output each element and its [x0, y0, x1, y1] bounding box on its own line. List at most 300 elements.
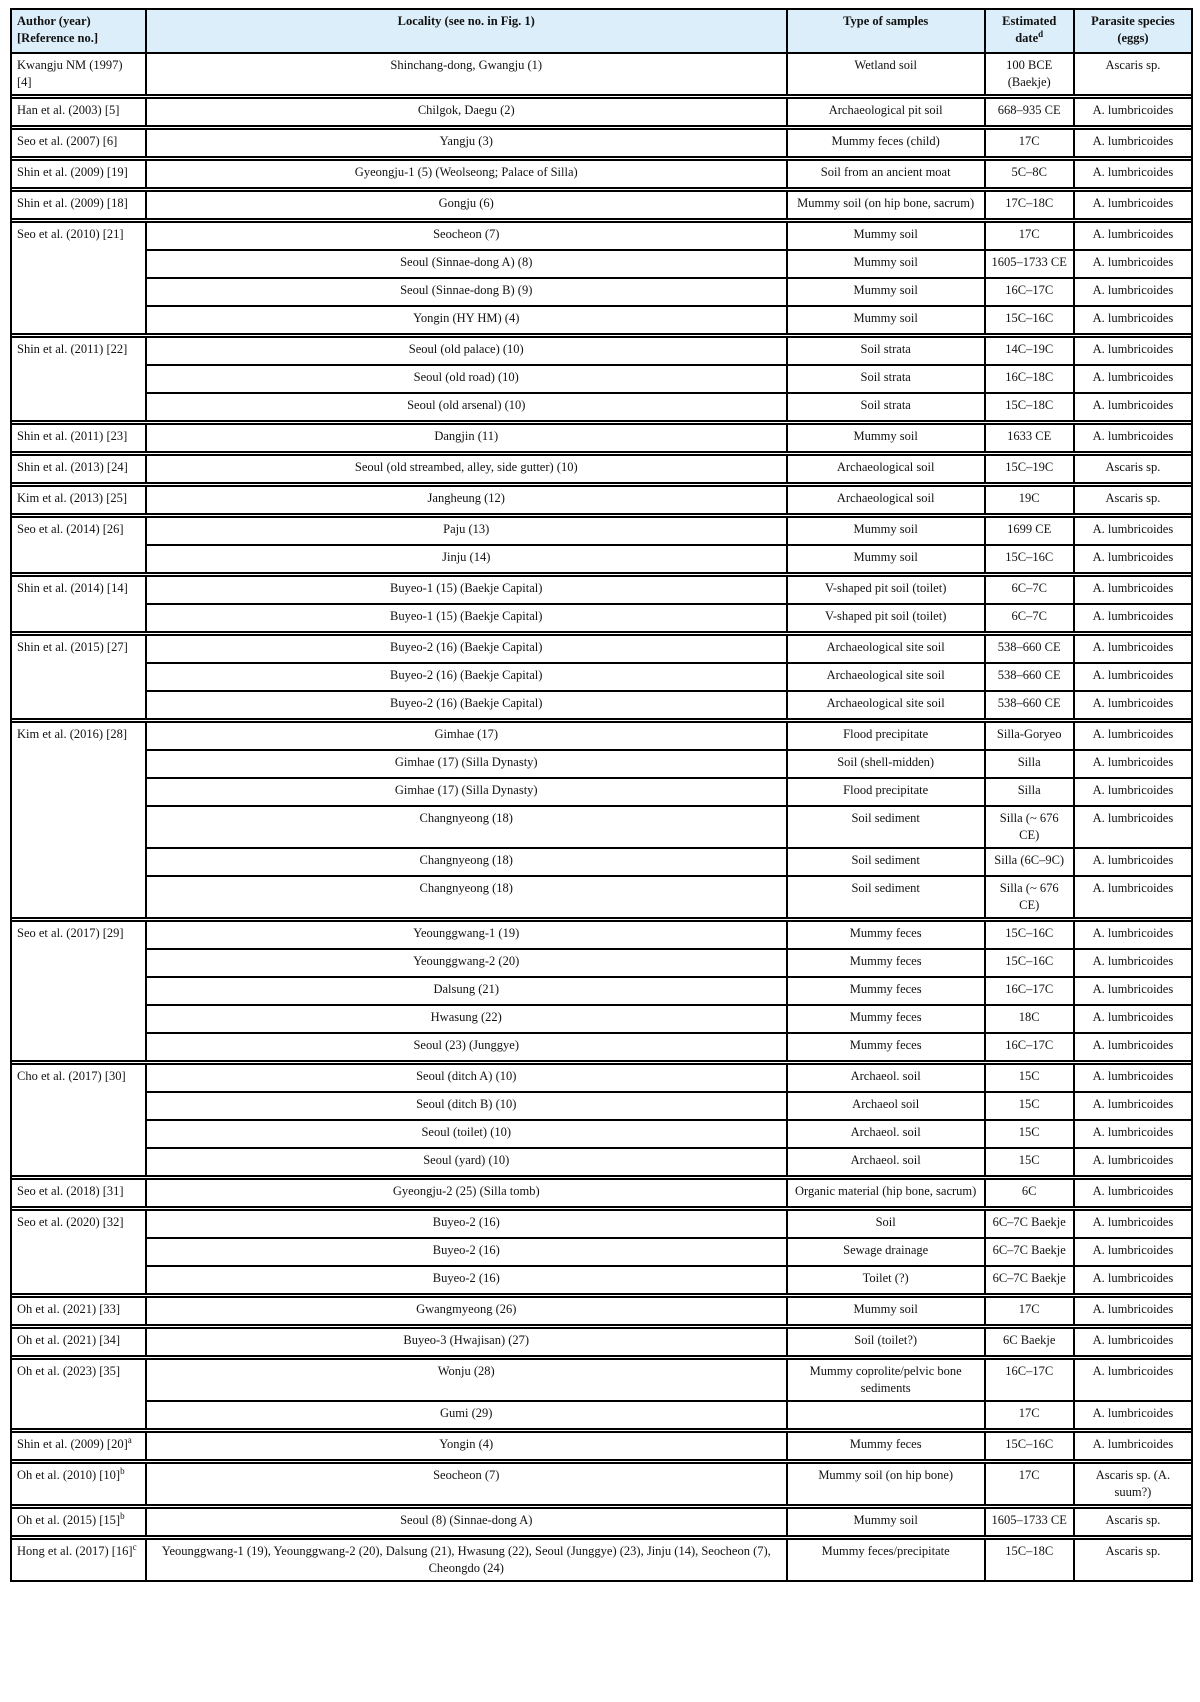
date-cell: 6C–7C [986, 577, 1073, 603]
locality-cell: Buyeo-1 (15) (Baekje Capital) [147, 605, 786, 631]
species-cell: A. lumbricoides [1075, 1360, 1191, 1400]
separator-cell [12, 335, 1191, 336]
locality-cell: Seoul (8) (Sinnae-dong A) [147, 1509, 786, 1535]
species-cell: Ascaris sp. [1075, 487, 1191, 513]
locality-cell: Seoul (ditch B) (10) [147, 1093, 786, 1119]
locality-cell: Buyeo-1 (15) (Baekje Capital) [147, 577, 786, 603]
group-separator [12, 1295, 1191, 1296]
sample-type-cell: Archaeological soil [788, 456, 984, 482]
table-row [12, 1433, 1191, 1459]
species-cell: A. lumbricoides [1075, 807, 1191, 847]
locality-cell: Buyeo-2 (16) (Baekje Capital) [147, 692, 786, 718]
species-cell: A. lumbricoides [1075, 251, 1191, 277]
author-cell [12, 636, 145, 718]
table-row [12, 1360, 1191, 1400]
group-separator [12, 484, 1191, 485]
sample-type-cell: Mummy soil (on hip bone) [788, 1464, 984, 1504]
sample-type-cell: Flood precipitate [788, 779, 984, 805]
group-separator [12, 1537, 1191, 1538]
author-text: Shin et al. (2009) [19] [17, 165, 128, 179]
author-cell [12, 456, 145, 482]
date-cell: 100 BCE (Baekje) [986, 54, 1073, 94]
author-text: Shin et al. (2014) [14] [17, 581, 128, 595]
sample-type-cell: Archaeological site soil [788, 664, 984, 690]
sample-type-cell: Archaeological site soil [788, 636, 984, 662]
locality-cell: Seoul (ditch A) (10) [147, 1065, 786, 1091]
date-cell: 17C–18C [986, 192, 1073, 218]
species-cell: A. lumbricoides [1075, 338, 1191, 364]
author-cell [12, 723, 145, 917]
sample-type-cell: Soil (shell-midden) [788, 751, 984, 777]
species-cell: A. lumbricoides [1075, 1065, 1191, 1091]
date-cell: 6C–7C Baekje [986, 1211, 1073, 1237]
table-row [12, 338, 1191, 364]
species-cell: A. lumbricoides [1075, 1121, 1191, 1147]
group-separator [12, 158, 1191, 159]
date-cell: 6C–7C Baekje [986, 1239, 1073, 1265]
group-separator [12, 574, 1191, 575]
author-cell [12, 1298, 145, 1324]
species-cell: A. lumbricoides [1075, 1402, 1191, 1428]
separator-cell [12, 574, 1191, 575]
author-text: Shin et al. (2013) [24] [17, 460, 128, 474]
table-row [12, 487, 1191, 513]
sample-type-cell: Soil strata [788, 338, 984, 364]
author-text: Shin et al. (2011) [22] [17, 342, 128, 356]
species-cell: A. lumbricoides [1075, 1267, 1191, 1293]
table-row [12, 664, 1191, 690]
author-text: Shin et al. (2009) [20] [17, 1437, 128, 1451]
author-cell [12, 1329, 145, 1355]
date-cell: 17C [986, 223, 1073, 249]
table-row [12, 950, 1191, 976]
author-text: Oh et al. (2023) [35] [17, 1364, 121, 1378]
author-cell [12, 1433, 145, 1459]
locality-cell: Changnyeong (18) [147, 849, 786, 875]
author-cell [12, 161, 145, 187]
sample-type-cell: Mummy soil [788, 223, 984, 249]
date-cell: 538–660 CE [986, 692, 1073, 718]
date-cell: 18C [986, 1006, 1073, 1032]
date-cell: 15C–18C [986, 1540, 1073, 1580]
table-row [12, 456, 1191, 482]
group-separator [12, 1357, 1191, 1358]
separator-cell [12, 1295, 1191, 1296]
author-text: Shin et al. (2011) [23] [17, 429, 128, 443]
date-cell: 6C Baekje [986, 1329, 1073, 1355]
locality-cell: Seoul (old streambed, alley, side gutter) (10) [147, 456, 786, 482]
species-cell: A. lumbricoides [1075, 1034, 1191, 1060]
author-cell [12, 54, 145, 94]
locality-cell: Gimhae (17) (Silla Dynasty) [147, 751, 786, 777]
group-separator [12, 335, 1191, 336]
separator-cell [12, 422, 1191, 423]
sample-type-cell: Archaeol. soil [788, 1121, 984, 1147]
locality-cell: Seoul (old road) (10) [147, 366, 786, 392]
date-cell: 15C [986, 1065, 1073, 1091]
locality-cell: Jangheung (12) [147, 487, 786, 513]
header-row [12, 10, 1191, 52]
table-row [12, 1034, 1191, 1060]
sample-type-cell: Mummy soil [788, 518, 984, 544]
locality-cell: Seoul (toilet) (10) [147, 1121, 786, 1147]
author-text: Seo et al. (2020) [32] [17, 1215, 124, 1229]
species-cell: Ascaris sp. [1075, 54, 1191, 94]
species-cell: A. lumbricoides [1075, 1180, 1191, 1206]
group-separator [12, 1177, 1191, 1178]
species-cell: Ascaris sp. (A. suum?) [1075, 1464, 1191, 1504]
table-row [12, 307, 1191, 333]
sample-type-cell: Toilet (?) [788, 1267, 984, 1293]
date-cell: 17C [986, 1298, 1073, 1324]
table-row [12, 577, 1191, 603]
species-cell: A. lumbricoides [1075, 877, 1191, 917]
locality-cell: Gumi (29) [147, 1402, 786, 1428]
locality-cell: Hwasung (22) [147, 1006, 786, 1032]
sample-type-cell: Archaeol. soil [788, 1065, 984, 1091]
author-footnote-mark: b [120, 1465, 125, 1476]
separator-cell [12, 1461, 1191, 1462]
table-row [12, 130, 1191, 156]
table-row [12, 1267, 1191, 1293]
author-text: Seo et al. (2007) [6] [17, 134, 118, 148]
sample-type-cell: Wetland soil [788, 54, 984, 94]
date-cell: 15C [986, 1149, 1073, 1175]
header-species: Parasite species (eggs) [1075, 10, 1191, 52]
author-text: Cho et al. (2017) [30] [17, 1069, 126, 1083]
table-row [12, 223, 1191, 249]
table-row [12, 99, 1191, 125]
separator-cell [12, 127, 1191, 128]
locality-cell: Seoul (old arsenal) (10) [147, 394, 786, 420]
species-cell: A. lumbricoides [1075, 978, 1191, 1004]
author-text: Oh et al. (2015) [15] [17, 1513, 121, 1527]
date-cell: 17C [986, 130, 1073, 156]
group-separator [12, 633, 1191, 634]
locality-cell: Yeounggwang-2 (20) [147, 950, 786, 976]
locality-cell: Buyeo-2 (16) (Baekje Capital) [147, 664, 786, 690]
species-cell: A. lumbricoides [1075, 518, 1191, 544]
sample-type-cell: Mummy feces/precipitate [788, 1540, 984, 1580]
locality-cell: Gongju (6) [147, 192, 786, 218]
sample-type-cell: Mummy feces [788, 1006, 984, 1032]
sample-type-cell: Soil from an ancient moat [788, 161, 984, 187]
date-cell: 15C–16C [986, 546, 1073, 572]
sample-type-cell: Mummy feces [788, 1034, 984, 1060]
table-header [12, 10, 1191, 52]
table-row [12, 849, 1191, 875]
species-cell: A. lumbricoides [1075, 1006, 1191, 1032]
separator-cell [12, 1430, 1191, 1431]
date-cell: 16C–17C [986, 1360, 1073, 1400]
separator-cell [12, 96, 1191, 97]
locality-cell: Chilgok, Daegu (2) [147, 99, 786, 125]
species-cell: A. lumbricoides [1075, 425, 1191, 451]
date-cell: 15C–16C [986, 1433, 1073, 1459]
date-cell: 15C [986, 1121, 1073, 1147]
species-cell: A. lumbricoides [1075, 779, 1191, 805]
table-row [12, 877, 1191, 917]
locality-cell: Buyeo-2 (16) (Baekje Capital) [147, 636, 786, 662]
table-row [12, 1180, 1191, 1206]
table-row [12, 1093, 1191, 1119]
species-cell: A. lumbricoides [1075, 605, 1191, 631]
author-text: Shin et al. (2009) [18] [17, 196, 128, 210]
locality-cell: Gyeongju-2 (25) (Silla tomb) [147, 1180, 786, 1206]
date-cell: 1605–1733 CE [986, 1509, 1073, 1535]
species-cell: A. lumbricoides [1075, 546, 1191, 572]
table-row [12, 1298, 1191, 1324]
date-cell: Silla [986, 779, 1073, 805]
date-cell: 1605–1733 CE [986, 251, 1073, 277]
author-text: Han et al. (2003) [5] [17, 103, 120, 117]
species-cell: A. lumbricoides [1075, 99, 1191, 125]
date-cell: 538–660 CE [986, 664, 1073, 690]
group-separator [12, 220, 1191, 221]
locality-cell: Dalsung (21) [147, 978, 786, 1004]
date-cell: Silla (~ 676 CE) [986, 877, 1073, 917]
date-cell: 15C [986, 1093, 1073, 1119]
date-cell: 6C [986, 1180, 1073, 1206]
locality-cell: Jinju (14) [147, 546, 786, 572]
table-row [12, 978, 1191, 1004]
separator-cell [12, 1506, 1191, 1507]
author-footnote-mark: c [132, 1541, 137, 1552]
locality-cell: Buyeo-2 (16) [147, 1211, 786, 1237]
author-text: Kim et al. (2013) [25] [17, 491, 128, 505]
locality-cell: Seoul (old palace) (10) [147, 338, 786, 364]
author-cell [12, 487, 145, 513]
author-cell [12, 1065, 145, 1175]
date-cell: 15C–16C [986, 307, 1073, 333]
date-cell: 15C–16C [986, 922, 1073, 948]
date-cell: 17C [986, 1402, 1073, 1428]
separator-cell [12, 1326, 1191, 1327]
group-separator [12, 1430, 1191, 1431]
group-separator [12, 189, 1191, 190]
date-cell: Silla (~ 676 CE) [986, 807, 1073, 847]
author-cell [12, 518, 145, 572]
author-cell [12, 1360, 145, 1428]
species-cell: A. lumbricoides [1075, 307, 1191, 333]
sample-type-cell: Soil [788, 1211, 984, 1237]
species-cell: A. lumbricoides [1075, 1298, 1191, 1324]
species-cell: A. lumbricoides [1075, 664, 1191, 690]
sample-type-cell: Soil strata [788, 394, 984, 420]
author-cell [12, 1211, 145, 1293]
species-cell: A. lumbricoides [1075, 1239, 1191, 1265]
date-cell: 6C–7C [986, 605, 1073, 631]
author-text: Oh et al. (2021) [34] [17, 1333, 121, 1347]
sample-type-cell: Archaeol. soil [788, 1149, 984, 1175]
author-cell [12, 1509, 145, 1535]
locality-cell: Seoul (Sinnae-dong B) (9) [147, 279, 786, 305]
species-cell: A. lumbricoides [1075, 1329, 1191, 1355]
header-date-label: Estimated date [1002, 14, 1057, 45]
separator-cell [12, 453, 1191, 454]
table-row [12, 425, 1191, 451]
group-separator [12, 919, 1191, 920]
date-cell: 668–935 CE [986, 99, 1073, 125]
separator-cell [12, 919, 1191, 920]
species-cell: A. lumbricoides [1075, 751, 1191, 777]
species-cell: A. lumbricoides [1075, 1433, 1191, 1459]
sample-type-cell: Mummy coprolite/pelvic bone sediments [788, 1360, 984, 1400]
separator-cell [12, 633, 1191, 634]
table-row [12, 723, 1191, 749]
locality-cell: Gimhae (17) (Silla Dynasty) [147, 779, 786, 805]
date-cell: Silla-Goryeo [986, 723, 1073, 749]
separator-cell [12, 189, 1191, 190]
author-cell [12, 1180, 145, 1206]
table-row [12, 779, 1191, 805]
separator-cell [12, 158, 1191, 159]
group-separator [12, 1506, 1191, 1507]
species-cell: A. lumbricoides [1075, 366, 1191, 392]
species-cell: Ascaris sp. [1075, 1540, 1191, 1580]
author-text: Oh et al. (2021) [33] [17, 1302, 121, 1316]
species-cell: A. lumbricoides [1075, 922, 1191, 948]
sample-type-cell: Soil (toilet?) [788, 1329, 984, 1355]
author-text: Shin et al. (2015) [27] [17, 640, 128, 654]
locality-cell: Changnyeong (18) [147, 877, 786, 917]
table-row [12, 1402, 1191, 1428]
species-cell: A. lumbricoides [1075, 723, 1191, 749]
table-container [10, 8, 1193, 1582]
table-row [12, 54, 1191, 94]
author-text: Seo et al. (2017) [29] [17, 926, 124, 940]
species-cell: A. lumbricoides [1075, 130, 1191, 156]
locality-cell: Seoul (Sinnae-dong A) (8) [147, 251, 786, 277]
locality-cell: Buyeo-2 (16) [147, 1267, 786, 1293]
table-row [12, 366, 1191, 392]
author-cell [12, 1464, 145, 1504]
sample-type-cell: Archaeol soil [788, 1093, 984, 1119]
table-row [12, 1464, 1191, 1504]
table-row [12, 546, 1191, 572]
group-separator [12, 127, 1191, 128]
date-cell: 14C–19C [986, 338, 1073, 364]
sample-type-cell: V-shaped pit soil (toilet) [788, 605, 984, 631]
header-date-sup: d [1038, 28, 1044, 39]
sample-type-cell: Mummy feces (child) [788, 130, 984, 156]
group-separator [12, 453, 1191, 454]
locality-cell: Yeounggwang-1 (19) [147, 922, 786, 948]
sample-type-cell: Sewage drainage [788, 1239, 984, 1265]
locality-cell: Gwangmyeong (26) [147, 1298, 786, 1324]
date-cell: 1633 CE [986, 425, 1073, 451]
locality-cell: Shinchang-dong, Gwangju (1) [147, 54, 786, 94]
table-row [12, 161, 1191, 187]
author-text: Seo et al. (2018) [31] [17, 1184, 124, 1198]
species-cell: A. lumbricoides [1075, 223, 1191, 249]
locality-cell: Gimhae (17) [147, 723, 786, 749]
sample-type-cell: V-shaped pit soil (toilet) [788, 577, 984, 603]
sample-type-cell: Mummy soil [788, 251, 984, 277]
group-separator [12, 720, 1191, 721]
sample-type-cell: Soil sediment [788, 849, 984, 875]
locality-cell: Yangju (3) [147, 130, 786, 156]
group-separator [12, 515, 1191, 516]
date-cell: Silla [986, 751, 1073, 777]
date-cell: 16C–17C [986, 978, 1073, 1004]
sample-type-cell: Organic material (hip bone, sacrum) [788, 1180, 984, 1206]
table-row [12, 1006, 1191, 1032]
separator-cell [12, 720, 1191, 721]
sample-type-cell: Archaeological pit soil [788, 99, 984, 125]
date-cell: Silla (6C–9C) [986, 849, 1073, 875]
locality-cell: Dangjin (11) [147, 425, 786, 451]
author-cell [12, 338, 145, 420]
group-separator [12, 1326, 1191, 1327]
header-type: Type of samples [788, 10, 984, 52]
species-cell: A. lumbricoides [1075, 950, 1191, 976]
sample-type-cell: Soil strata [788, 366, 984, 392]
author-text: Oh et al. (2010) [10] [17, 1468, 121, 1482]
sample-type-cell: Flood precipitate [788, 723, 984, 749]
table-row [12, 1540, 1191, 1580]
species-cell: A. lumbricoides [1075, 161, 1191, 187]
table-row [12, 251, 1191, 277]
sample-type-cell: Soil sediment [788, 807, 984, 847]
sample-type-cell: Mummy soil [788, 1298, 984, 1324]
sample-type-cell: Mummy feces [788, 922, 984, 948]
sample-type-cell: Mummy soil [788, 1509, 984, 1535]
locality-cell: Buyeo-3 (Hwajisan) (27) [147, 1329, 786, 1355]
date-cell: 16C–17C [986, 1034, 1073, 1060]
sample-type-cell: Mummy feces [788, 1433, 984, 1459]
locality-cell: Yongin (HY HM) (4) [147, 307, 786, 333]
author-text: Kwangju NM (1997) [4] [17, 58, 123, 89]
sample-type-cell [788, 1402, 984, 1428]
author-footnote-mark: a [127, 1434, 132, 1445]
header-locality: Locality (see no. in Fig. 1) [147, 10, 786, 52]
group-separator [12, 96, 1191, 97]
date-cell: 16C–17C [986, 279, 1073, 305]
author-text: Kim et al. (2016) [28] [17, 727, 128, 741]
table-row [12, 605, 1191, 631]
date-cell: 19C [986, 487, 1073, 513]
author-cell [12, 425, 145, 451]
table-row [12, 751, 1191, 777]
sample-type-cell: Mummy soil [788, 425, 984, 451]
table-row [12, 192, 1191, 218]
species-cell: A. lumbricoides [1075, 394, 1191, 420]
date-cell: 5C–8C [986, 161, 1073, 187]
species-cell: Ascaris sp. [1075, 456, 1191, 482]
author-footnote-mark: b [120, 1510, 125, 1521]
author-cell [12, 223, 145, 333]
species-cell: A. lumbricoides [1075, 192, 1191, 218]
table-body [12, 54, 1191, 1580]
date-cell: 15C–18C [986, 394, 1073, 420]
species-cell: A. lumbricoides [1075, 1149, 1191, 1175]
sample-type-cell: Soil sediment [788, 877, 984, 917]
locality-cell: Seocheon (7) [147, 1464, 786, 1504]
group-separator [12, 1062, 1191, 1063]
separator-cell [12, 1357, 1191, 1358]
header-author: Author (year) [Reference no.] [12, 10, 145, 52]
table-row [12, 807, 1191, 847]
author-text: Seo et al. (2010) [21] [17, 227, 124, 241]
table-row [12, 1149, 1191, 1175]
table-row [12, 1121, 1191, 1147]
locality-cell: Buyeo-2 (16) [147, 1239, 786, 1265]
date-cell: 6C–7C Baekje [986, 1267, 1073, 1293]
table-row [12, 922, 1191, 948]
locality-cell: Changnyeong (18) [147, 807, 786, 847]
sample-type-cell: Mummy soil [788, 279, 984, 305]
